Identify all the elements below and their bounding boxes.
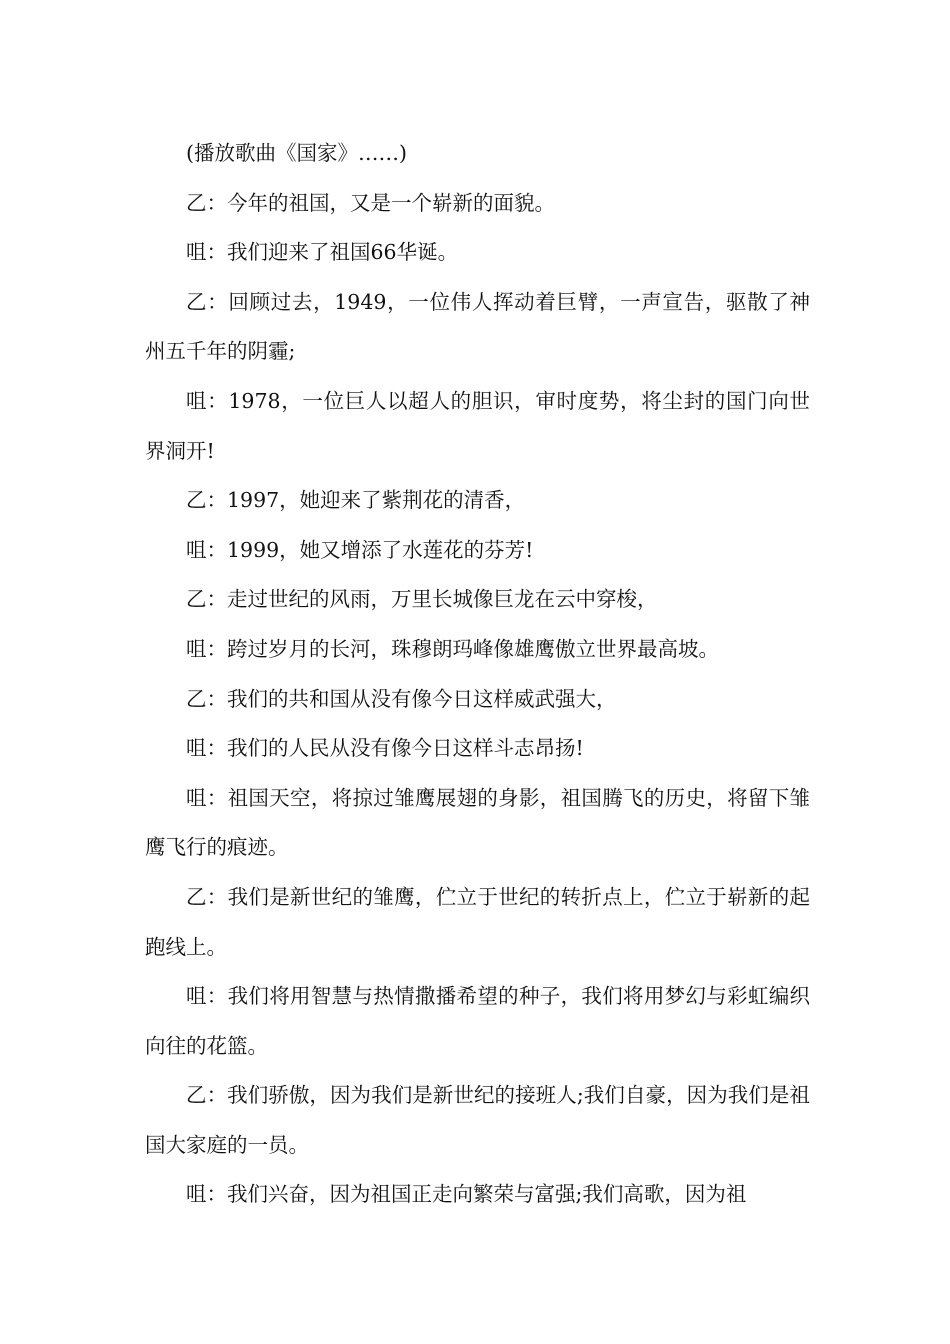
- paragraph-line: 咀：我们的人民从没有像今日这样斗志昂扬!: [186, 736, 584, 761]
- paragraph-line: 乙：今年的祖国，又是一个崭新的面貌。: [186, 190, 555, 215]
- paragraph-line: 咀：祖国天空，将掠过雏鹰展翅的身影，祖国腾飞的历史，将留下雏鹰飞行的痕迹。: [145, 785, 810, 860]
- paragraph-line: 咀：我们迎来了祖国66华诞。: [186, 240, 459, 265]
- paragraph-line: 咀：我们兴奋，因为祖国正走向繁荣与富强;我们高歌，因为祖: [186, 1182, 747, 1207]
- paragraph-line: 乙：走过世纪的风雨，万里长城像巨龙在云中穿梭，: [186, 587, 658, 612]
- paragraph-line: 咀：我们将用智慧与热情撒播希望的种子，我们将用梦幻与彩虹编织向往的花篮。: [145, 984, 810, 1058]
- paragraph-line: 乙：1997，她迎来了紫荆花的清香，: [186, 488, 526, 513]
- paragraph-line: 乙：我们是新世纪的雏鹰，伫立于世纪的转折点上，伫立于崭新的起跑线上。: [145, 884, 810, 959]
- paragraph-line: 乙：回顾过去，1949，一位伟人挥动着巨臂，一声宣告，驱散了神州五千年的阴霾;: [145, 289, 810, 364]
- paragraph-line: 乙：我们骄傲，因为我们是新世纪的接班人;我们自豪，因为我们是祖国大家庭的一员。: [145, 1083, 810, 1157]
- paragraph-line: 咀：跨过岁月的长河，珠穆朗玛峰像雄鹰傲立世界最高坡。: [186, 636, 719, 661]
- paragraph-line: 乙：我们的共和国从没有像今日这样威武强大，: [186, 686, 617, 711]
- paragraph-line: 咀：1978，一位巨人以超人的胆识，审时度势，将尘封的国门向世界洞开!: [145, 388, 810, 463]
- paragraph-song-cue: (播放歌曲《国家》……): [186, 141, 407, 165]
- document-body: [145, 129, 810, 1220]
- paragraph-line: 咀：1999，她又增添了水莲花的芬芳!: [186, 537, 534, 562]
